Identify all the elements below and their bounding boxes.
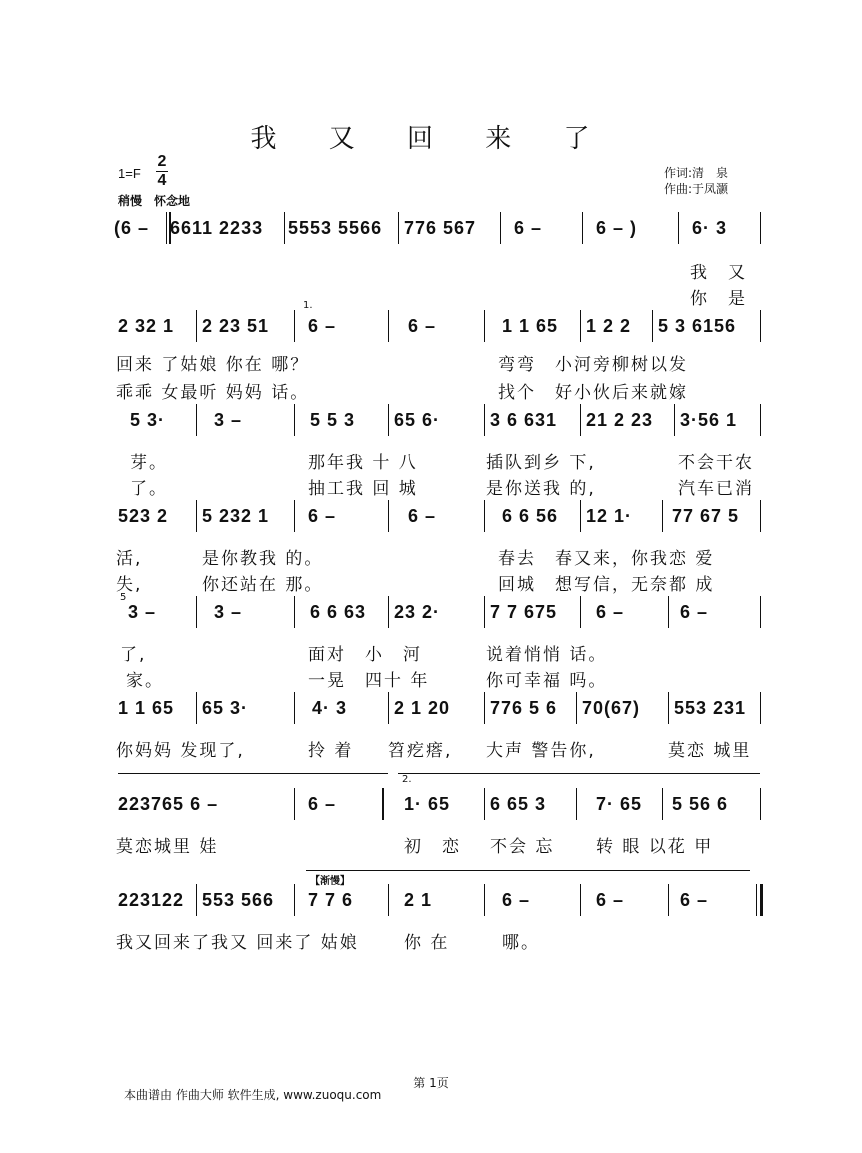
staff-row-1 (112, 210, 762, 246)
lyric-text: 你 在 (404, 933, 450, 953)
lyric-line (112, 666, 762, 690)
lyric-text: 我又回来了我又 回来了 姑娘 (116, 933, 359, 953)
lyric-text: 回来 了姑娘 你在 哪？ (116, 355, 310, 375)
staff-row-7 (112, 786, 762, 822)
lyric-text: 你还站在 那。 (202, 575, 324, 595)
lyric-text: 不会干农 (678, 453, 754, 473)
lyric-line (112, 448, 762, 472)
measure: 3 6 631 (490, 409, 558, 430)
lyric-text: 乖乖 女最听 妈妈 话。 (116, 383, 310, 403)
measure: 23 2· (394, 601, 441, 622)
measure: 21 2 23 (586, 409, 654, 430)
measure: 7· 65 (596, 793, 643, 814)
measure: 7 7 6 (308, 889, 354, 910)
lyric-text: 初 恋 (404, 837, 461, 857)
lyric-text: 弯弯 小河旁柳树以发 (498, 355, 688, 375)
lyric-line (112, 258, 762, 282)
measure: 12 1· (586, 505, 633, 526)
lyric-text: 哪。 (502, 933, 540, 953)
lyric-line (112, 736, 762, 760)
staff-row-6 (112, 690, 762, 726)
lyric-text: 汽车已消 (678, 479, 754, 499)
key-signature: 1=F (118, 166, 141, 181)
lyric-text: 是你送我 的, (486, 479, 596, 499)
lyric-text: 莫恋城里 娃 (116, 837, 219, 857)
lyric-text: 活, (116, 549, 143, 569)
measure: 65 3· (202, 697, 249, 718)
time-top: 2 (157, 153, 167, 170)
measure: 553 566 (202, 889, 275, 910)
lyric-line (112, 640, 762, 664)
measure: 6· 3 (692, 217, 728, 238)
lyric-line (112, 570, 762, 594)
staff-row-2 (112, 308, 762, 344)
lyric-line (112, 284, 762, 308)
lyric-text: 一晃 四十 年 (308, 671, 430, 691)
measure: 65 6· (394, 409, 441, 430)
measure: 70(67) (582, 697, 641, 718)
measure: 5 232 1 (202, 505, 270, 526)
measure: 1 2 2 (586, 315, 632, 336)
lyric-text: 家。 (126, 671, 164, 691)
measure: 4· 3 (312, 697, 348, 718)
lyric-text: 回城 想写信，无奈都 成 (498, 575, 715, 595)
lyric-line (112, 928, 762, 952)
volta-1-mark: 1. (303, 300, 313, 311)
lyric-text: 找个 好小伙后来就嫁 (498, 383, 688, 403)
lyric-text: 插队到乡 下, (486, 453, 596, 473)
measure: 5 3· (130, 409, 166, 430)
grace-note-mark: 5 (120, 592, 127, 603)
lyric-text: 你妈妈 发现了, (116, 741, 245, 761)
lyric-text: 是你教我 的。 (202, 549, 324, 569)
measure: 5 56 6 (672, 793, 729, 814)
lyric-text: 不会 忘 (490, 837, 555, 857)
lyric-text: 春去 春又来，你我恋 爱 (498, 549, 715, 569)
measure: 5 5 3 (310, 409, 356, 430)
lyric-text: 失, (116, 575, 143, 595)
measure: 6 – (680, 889, 709, 910)
measure: 6 6 63 (310, 601, 367, 622)
lyricist-credit: 作词:清 泉 (664, 166, 729, 180)
expression-mark: 稍慢 怀念地 (118, 194, 191, 208)
measure: 1 1 65 (502, 315, 559, 336)
measure: 3 – (128, 601, 157, 622)
lyric-text: 大声 警告你, (486, 741, 596, 761)
lyric-text: 面对 小 河 (308, 645, 422, 665)
lyric-text: 你可幸福 吗。 (486, 671, 608, 691)
measure: 3 – (214, 409, 243, 430)
lyric-text: 你 是 (690, 289, 747, 309)
lyric-text: 我 又 (690, 263, 747, 283)
volta-2-line (398, 773, 760, 774)
measure: 6 – (514, 217, 543, 238)
lyric-text: 芽。 (130, 453, 168, 473)
lyric-line (112, 378, 762, 402)
lyric-text: 笤疙瘩, (388, 741, 453, 761)
measure: 5553 5566 (288, 217, 383, 238)
measure: 1· 65 (404, 793, 451, 814)
lyric-line (112, 350, 762, 374)
lyric-text: 说着悄悄 话。 (486, 645, 608, 665)
measure: 6 – (680, 601, 709, 622)
measure: 6 6 56 (502, 505, 559, 526)
lyric-text: 了, (120, 645, 147, 665)
measure: 223765 6 – (118, 793, 219, 814)
lyric-line (112, 474, 762, 498)
measure: (6 – (114, 217, 150, 238)
measure: 6 65 3 (490, 793, 547, 814)
ritardando-line (306, 870, 750, 871)
measure: 1 1 65 (118, 697, 175, 718)
ritardando-mark: 【渐慢】 (310, 876, 350, 887)
measure: 523 2 (118, 505, 169, 526)
measure: 6 – ) (596, 217, 638, 238)
volta-2-mark: 2. (402, 774, 412, 785)
measure: 3·56 1 (680, 409, 738, 430)
measure: 2 23 51 (202, 315, 270, 336)
measure: 6 – (596, 601, 625, 622)
time-bottom: 4 (157, 172, 167, 189)
measure: 5 3 6156 (658, 315, 737, 336)
lyric-line (112, 544, 762, 568)
lyric-text: 了。 (130, 479, 168, 499)
staff-row-3 (112, 402, 762, 438)
measure: 3 – (214, 601, 243, 622)
measure: 6 – (408, 315, 437, 336)
measure: 7 7 675 (490, 601, 558, 622)
lyric-line (112, 832, 762, 856)
measure: 6 – (408, 505, 437, 526)
measure: 6 – (502, 889, 531, 910)
volta-1-line (118, 773, 388, 774)
measure: 776 5 6 (490, 697, 558, 718)
measure: 223122 (118, 889, 185, 910)
footer-note: 本曲谱由 作曲大师 软件生成, www.zuoqu.com (124, 1088, 382, 1102)
staff-row-5 (112, 594, 762, 630)
measure: 6 – (308, 315, 337, 336)
staff-row-8 (112, 882, 762, 918)
lyric-text: 那年我 十 八 (308, 453, 418, 473)
staff-row-4 (112, 498, 762, 534)
lyric-text: 转 眼 以花 甲 (596, 837, 714, 857)
time-signature (156, 154, 168, 189)
measure: 6 – (596, 889, 625, 910)
measure: 776 567 (404, 217, 477, 238)
measure: 6611 2233 (170, 217, 264, 238)
composer-credit: 作曲:于凤灏 (664, 182, 729, 196)
measure: 6 – (308, 505, 337, 526)
lyric-text: 拎 着 (308, 741, 354, 761)
measure: 2 1 (404, 889, 433, 910)
measure: 2 32 1 (118, 315, 175, 336)
measure: 6 – (308, 793, 337, 814)
measure: 2 1 20 (394, 697, 451, 718)
lyric-text: 抽工我 回 城 (308, 479, 418, 499)
lyric-text: 莫恋 城里 (668, 741, 752, 761)
song-title: 我 又 回 来 了 (250, 124, 612, 154)
measure: 553 231 (674, 697, 747, 718)
page-number: 第 1页 (413, 1076, 449, 1090)
measure: 77 67 5 (672, 505, 740, 526)
